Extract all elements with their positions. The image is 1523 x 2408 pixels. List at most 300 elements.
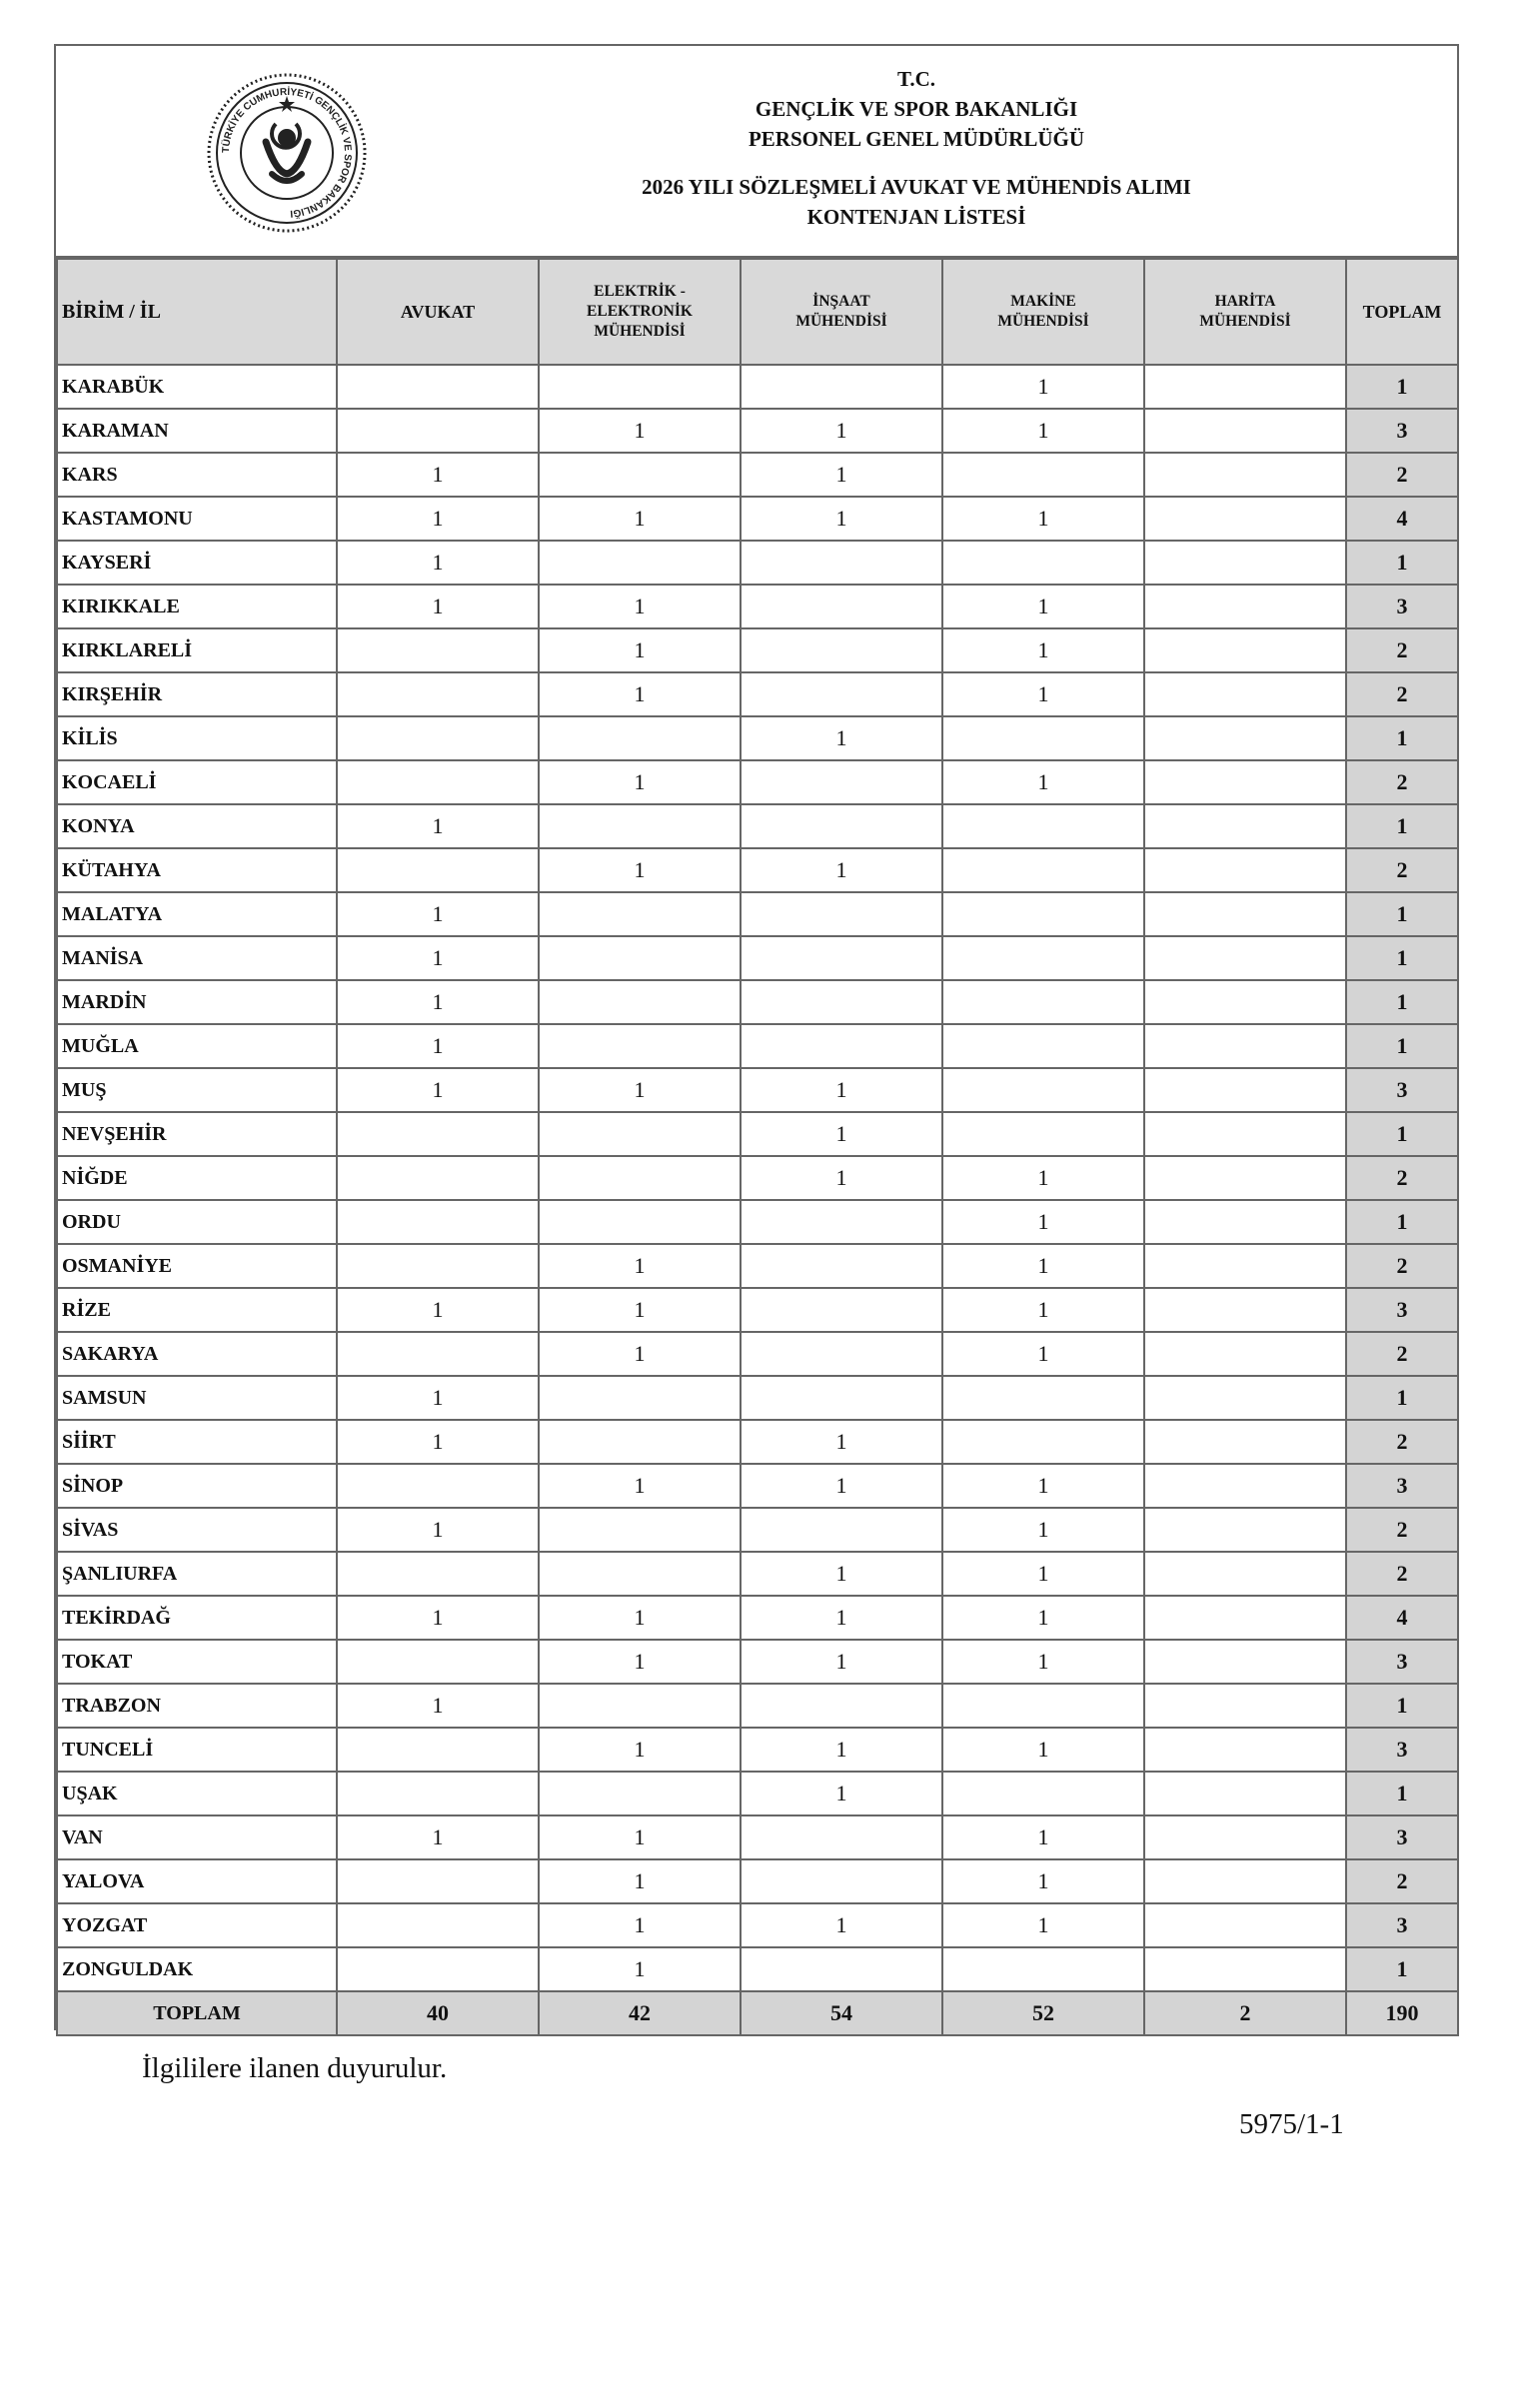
cell-harita — [1144, 936, 1346, 980]
totals-toplam: 190 — [1346, 1991, 1458, 2035]
cell-il: KARS — [57, 453, 337, 497]
cell-insaat — [741, 936, 942, 980]
document-frame — [54, 44, 1459, 2030]
cell-elektrik: 1 — [539, 585, 741, 628]
cell-il: VAN — [57, 1815, 337, 1859]
table-row — [57, 1815, 1458, 1859]
cell-elektrik — [539, 716, 741, 760]
cell-toplam: 3 — [1346, 1903, 1458, 1947]
cell-insaat — [741, 1684, 942, 1728]
table-row — [57, 365, 1458, 409]
table-row — [57, 1244, 1458, 1288]
cell-makine: 1 — [942, 585, 1144, 628]
cell-makine: 1 — [942, 1288, 1144, 1332]
cell-toplam: 1 — [1346, 1772, 1458, 1815]
cell-harita — [1144, 1420, 1346, 1464]
cell-il: NEVŞEHİR — [57, 1112, 337, 1156]
cell-toplam: 1 — [1346, 980, 1458, 1024]
cell-il: MANİSA — [57, 936, 337, 980]
cell-makine — [942, 1376, 1144, 1420]
cell-harita — [1144, 716, 1346, 760]
cell-insaat: 1 — [741, 453, 942, 497]
cell-elektrik: 1 — [539, 1596, 741, 1640]
cell-il: SAMSUN — [57, 1376, 337, 1420]
cell-harita — [1144, 1815, 1346, 1859]
header-line-subtitle: KONTENJAN LİSTESİ — [806, 205, 1026, 229]
cell-insaat — [741, 760, 942, 804]
cell-il: KÜTAHYA — [57, 848, 337, 892]
cell-il: YALOVA — [57, 1859, 337, 1903]
cell-il: KAYSERİ — [57, 541, 337, 585]
cell-insaat: 1 — [741, 1772, 942, 1815]
cell-harita — [1144, 1684, 1346, 1728]
cell-il: NİĞDE — [57, 1156, 337, 1200]
cell-elektrik — [539, 1200, 741, 1244]
cell-elektrik — [539, 804, 741, 848]
cell-insaat: 1 — [741, 409, 942, 453]
cell-makine: 1 — [942, 1156, 1144, 1200]
cell-harita — [1144, 760, 1346, 804]
col-header-birim: BİRİM / İL — [57, 259, 337, 365]
cell-harita — [1144, 1068, 1346, 1112]
cell-harita — [1144, 1024, 1346, 1068]
col-header-elektrik — [539, 259, 741, 365]
table-row — [57, 1200, 1458, 1244]
cell-il: SİİRT — [57, 1420, 337, 1464]
cell-harita — [1144, 1947, 1346, 1991]
cell-toplam: 2 — [1346, 1332, 1458, 1376]
cell-insaat — [741, 804, 942, 848]
cell-harita — [1144, 628, 1346, 672]
table-row — [57, 497, 1458, 541]
cell-elektrik: 1 — [539, 1903, 741, 1947]
cell-elektrik: 1 — [539, 1640, 741, 1684]
cell-harita — [1144, 804, 1346, 848]
cell-insaat — [741, 1200, 942, 1244]
cell-il: KIRŞEHİR — [57, 672, 337, 716]
cell-makine — [942, 804, 1144, 848]
cell-elektrik — [539, 1024, 741, 1068]
cell-toplam: 3 — [1346, 1728, 1458, 1772]
cell-toplam: 1 — [1346, 1112, 1458, 1156]
table-row — [57, 760, 1458, 804]
cell-avukat: 1 — [337, 1508, 539, 1552]
cell-harita — [1144, 1112, 1346, 1156]
cell-insaat — [741, 1024, 942, 1068]
cell-elektrik: 1 — [539, 848, 741, 892]
table-row — [57, 936, 1458, 980]
cell-makine — [942, 980, 1144, 1024]
cell-toplam: 2 — [1346, 1420, 1458, 1464]
cell-makine — [942, 453, 1144, 497]
table-row — [57, 1947, 1458, 1991]
cell-il: KIRKLARELİ — [57, 628, 337, 672]
cell-toplam: 3 — [1346, 585, 1458, 628]
cell-makine: 1 — [942, 1332, 1144, 1376]
cell-avukat: 1 — [337, 497, 539, 541]
cell-makine: 1 — [942, 1508, 1144, 1552]
cell-avukat — [337, 1640, 539, 1684]
table-row — [57, 672, 1458, 716]
table-row — [57, 1288, 1458, 1332]
totals-makine: 52 — [942, 1991, 1144, 2035]
cell-harita — [1144, 1288, 1346, 1332]
cell-makine — [942, 892, 1144, 936]
cell-il: RİZE — [57, 1288, 337, 1332]
cell-avukat — [337, 1859, 539, 1903]
cell-toplam: 1 — [1346, 716, 1458, 760]
cell-harita — [1144, 1332, 1346, 1376]
table-row — [57, 804, 1458, 848]
logo-ring-text: TÜRKİYE CUMHURİYETİ GENÇLİK VE SPOR BAKANLIĞI — [220, 86, 354, 219]
table-row — [57, 409, 1458, 453]
cell-toplam: 1 — [1346, 804, 1458, 848]
cell-harita — [1144, 892, 1346, 936]
cell-il: KASTAMONU — [57, 497, 337, 541]
cell-insaat: 1 — [741, 1903, 942, 1947]
cell-il: MUŞ — [57, 1068, 337, 1112]
cell-toplam: 1 — [1346, 541, 1458, 585]
col-header-makine-line: MAKİNE — [1010, 293, 1076, 310]
cell-insaat — [741, 1815, 942, 1859]
cell-insaat — [741, 585, 942, 628]
cell-avukat — [337, 1552, 539, 1596]
col-header-elektrik-line: ELEKTRONİK — [587, 303, 693, 320]
cell-makine — [942, 936, 1144, 980]
cell-makine — [942, 1068, 1144, 1112]
cell-makine: 1 — [942, 628, 1144, 672]
cell-insaat: 1 — [741, 1640, 942, 1684]
cell-elektrik: 1 — [539, 1068, 741, 1112]
cell-insaat: 1 — [741, 1552, 942, 1596]
cell-avukat — [337, 1464, 539, 1508]
cell-avukat: 1 — [337, 453, 539, 497]
col-header-insaat — [741, 259, 942, 365]
cell-elektrik: 1 — [539, 497, 741, 541]
cell-toplam: 2 — [1346, 628, 1458, 672]
cell-toplam: 3 — [1346, 1640, 1458, 1684]
cell-toplam: 3 — [1346, 409, 1458, 453]
table-row — [57, 1552, 1458, 1596]
totals-label: TOPLAM — [57, 1991, 337, 2035]
cell-elektrik: 1 — [539, 1815, 741, 1859]
cell-toplam: 2 — [1346, 672, 1458, 716]
totals-row — [57, 1991, 1458, 2035]
cell-elektrik: 1 — [539, 1288, 741, 1332]
cell-makine: 1 — [942, 1859, 1144, 1903]
cell-makine: 1 — [942, 1244, 1144, 1288]
cell-toplam: 3 — [1346, 1464, 1458, 1508]
cell-elektrik: 1 — [539, 1464, 741, 1508]
table-row — [57, 848, 1458, 892]
table-row — [57, 1332, 1458, 1376]
header-line-title: 2026 YILI SÖZLEŞMELİ AVUKAT VE MÜHENDİS ALIMI — [642, 175, 1191, 199]
cell-toplam: 2 — [1346, 1508, 1458, 1552]
cell-avukat: 1 — [337, 1596, 539, 1640]
cell-insaat — [741, 541, 942, 585]
cell-avukat — [337, 1244, 539, 1288]
cell-il: MUĞLA — [57, 1024, 337, 1068]
col-header-harita-line: MÜHENDİSİ — [1199, 313, 1291, 330]
cell-insaat — [741, 672, 942, 716]
cell-elektrik — [539, 1112, 741, 1156]
cell-insaat: 1 — [741, 1420, 942, 1464]
cell-harita — [1144, 980, 1346, 1024]
cell-toplam: 1 — [1346, 1947, 1458, 1991]
cell-harita — [1144, 409, 1346, 453]
table-row — [57, 1684, 1458, 1728]
cell-toplam: 2 — [1346, 848, 1458, 892]
cell-makine: 1 — [942, 1640, 1144, 1684]
col-header-avukat: AVUKAT — [337, 259, 539, 365]
cell-avukat — [337, 1903, 539, 1947]
cell-insaat — [741, 1244, 942, 1288]
cell-toplam: 2 — [1346, 760, 1458, 804]
table-row — [57, 892, 1458, 936]
col-header-makine — [942, 259, 1144, 365]
cell-elektrik: 1 — [539, 760, 741, 804]
table-row — [57, 1728, 1458, 1772]
cell-avukat: 1 — [337, 541, 539, 585]
cell-makine: 1 — [942, 1464, 1144, 1508]
cell-harita — [1144, 453, 1346, 497]
cell-toplam: 4 — [1346, 497, 1458, 541]
cell-harita — [1144, 1772, 1346, 1815]
cell-elektrik: 1 — [539, 672, 741, 716]
cell-il: KOCAELİ — [57, 760, 337, 804]
cell-avukat — [337, 1772, 539, 1815]
cell-insaat: 1 — [741, 1464, 942, 1508]
table-row — [57, 1376, 1458, 1420]
cell-toplam: 4 — [1346, 1596, 1458, 1640]
cell-toplam: 2 — [1346, 1244, 1458, 1288]
cell-insaat — [741, 1508, 942, 1552]
cell-insaat: 1 — [741, 1596, 942, 1640]
cell-elektrik: 1 — [539, 1728, 741, 1772]
cell-toplam: 2 — [1346, 1156, 1458, 1200]
cell-toplam: 2 — [1346, 1859, 1458, 1903]
cell-insaat — [741, 892, 942, 936]
cell-insaat — [741, 1376, 942, 1420]
cell-makine: 1 — [942, 672, 1144, 716]
cell-il: MARDİN — [57, 980, 337, 1024]
cell-il: ZONGULDAK — [57, 1947, 337, 1991]
table-row — [57, 1859, 1458, 1903]
document-reference: 5975/1-1 — [1239, 2108, 1344, 2140]
cell-il: TRABZON — [57, 1684, 337, 1728]
cell-il: KONYA — [57, 804, 337, 848]
cell-avukat — [337, 628, 539, 672]
cell-avukat — [337, 409, 539, 453]
cell-toplam: 1 — [1346, 1024, 1458, 1068]
totals-insaat: 54 — [741, 1991, 942, 2035]
cell-il: KİLİS — [57, 716, 337, 760]
table-row — [57, 1596, 1458, 1640]
cell-harita — [1144, 848, 1346, 892]
cell-harita — [1144, 672, 1346, 716]
cell-harita — [1144, 1156, 1346, 1200]
cell-elektrik: 1 — [539, 1244, 741, 1288]
cell-harita — [1144, 1859, 1346, 1903]
cell-il: UŞAK — [57, 1772, 337, 1815]
cell-makine: 1 — [942, 1552, 1144, 1596]
cell-harita — [1144, 1464, 1346, 1508]
cell-avukat — [337, 1728, 539, 1772]
cell-elektrik — [539, 1420, 741, 1464]
totals-avukat: 40 — [337, 1991, 539, 2035]
cell-avukat — [337, 848, 539, 892]
table-row — [57, 1640, 1458, 1684]
cell-insaat — [741, 980, 942, 1024]
cell-elektrik — [539, 1156, 741, 1200]
col-header-harita — [1144, 259, 1346, 365]
cell-elektrik — [539, 541, 741, 585]
cell-avukat: 1 — [337, 585, 539, 628]
cell-avukat: 1 — [337, 1815, 539, 1859]
table-row — [57, 1508, 1458, 1552]
cell-toplam: 3 — [1346, 1288, 1458, 1332]
cell-makine: 1 — [942, 497, 1144, 541]
cell-il: ŞANLIURFA — [57, 1552, 337, 1596]
cell-il: SAKARYA — [57, 1332, 337, 1376]
cell-elektrik — [539, 365, 741, 409]
cell-makine — [942, 541, 1144, 585]
cell-il: TUNCELİ — [57, 1728, 337, 1772]
cell-avukat — [337, 760, 539, 804]
cell-insaat — [741, 365, 942, 409]
cell-avukat: 1 — [337, 804, 539, 848]
cell-harita — [1144, 1508, 1346, 1552]
header-line-directorate: PERSONEL GENEL MÜDÜRLÜĞÜ — [748, 127, 1085, 151]
table-row — [57, 1068, 1458, 1112]
cell-insaat — [741, 1859, 942, 1903]
cell-elektrik: 1 — [539, 1947, 741, 1991]
cell-makine: 1 — [942, 1815, 1144, 1859]
cell-harita — [1144, 541, 1346, 585]
announcement-note: İlgililere ilanen duyurulur. — [142, 2052, 448, 2084]
cell-elektrik — [539, 1772, 741, 1815]
cell-elektrik: 1 — [539, 1859, 741, 1903]
table-row — [57, 716, 1458, 760]
cell-avukat — [337, 1156, 539, 1200]
document-header — [56, 46, 1457, 258]
cell-harita — [1144, 585, 1346, 628]
cell-elektrik — [539, 1684, 741, 1728]
cell-avukat: 1 — [337, 892, 539, 936]
cell-avukat: 1 — [337, 1024, 539, 1068]
cell-harita — [1144, 1596, 1346, 1640]
cell-harita — [1144, 497, 1346, 541]
cell-toplam: 1 — [1346, 892, 1458, 936]
table-header-row — [57, 259, 1458, 365]
cell-elektrik — [539, 1508, 741, 1552]
ministry-logo — [206, 72, 368, 234]
cell-insaat: 1 — [741, 1068, 942, 1112]
cell-avukat: 1 — [337, 1376, 539, 1420]
cell-elektrik — [539, 892, 741, 936]
col-header-insaat-line: MÜHENDİSİ — [795, 313, 887, 330]
header-title-block — [376, 64, 1457, 232]
cell-il: OSMANİYE — [57, 1244, 337, 1288]
table-row — [57, 1464, 1458, 1508]
table-row — [57, 628, 1458, 672]
col-header-harita-line: HARİTA — [1214, 293, 1276, 310]
cell-insaat: 1 — [741, 1156, 942, 1200]
cell-il: KIRIKKALE — [57, 585, 337, 628]
cell-harita — [1144, 1376, 1346, 1420]
cell-harita — [1144, 1200, 1346, 1244]
cell-makine: 1 — [942, 760, 1144, 804]
cell-toplam: 1 — [1346, 1200, 1458, 1244]
table-row — [57, 1420, 1458, 1464]
cell-il: MALATYA — [57, 892, 337, 936]
table-row — [57, 980, 1458, 1024]
cell-makine — [942, 1420, 1144, 1464]
cell-elektrik: 1 — [539, 628, 741, 672]
cell-harita — [1144, 1903, 1346, 1947]
cell-insaat — [741, 1288, 942, 1332]
cell-makine: 1 — [942, 1903, 1144, 1947]
cell-elektrik: 1 — [539, 1332, 741, 1376]
cell-harita — [1144, 1244, 1346, 1288]
cell-harita — [1144, 1728, 1346, 1772]
cell-insaat: 1 — [741, 1112, 942, 1156]
table-row — [57, 541, 1458, 585]
cell-makine — [942, 848, 1144, 892]
totals-harita: 2 — [1144, 1991, 1346, 2035]
cell-avukat — [337, 716, 539, 760]
cell-insaat — [741, 628, 942, 672]
cell-toplam: 3 — [1346, 1068, 1458, 1112]
cell-makine — [942, 1024, 1144, 1068]
cell-elektrik: 1 — [539, 409, 741, 453]
cell-avukat — [337, 672, 539, 716]
cell-avukat — [337, 1332, 539, 1376]
col-header-elektrik-line: ELEKTRİK - — [594, 283, 686, 300]
header-line-ministry: GENÇLİK VE SPOR BAKANLIĞI — [755, 97, 1078, 121]
cell-elektrik — [539, 1376, 741, 1420]
cell-toplam: 1 — [1346, 1376, 1458, 1420]
cell-avukat — [337, 365, 539, 409]
cell-il: TEKİRDAĞ — [57, 1596, 337, 1640]
header-line-tc: T.C. — [896, 67, 936, 91]
cell-avukat: 1 — [337, 1420, 539, 1464]
cell-harita — [1144, 365, 1346, 409]
cell-makine — [942, 1947, 1144, 1991]
totals-elektrik: 42 — [539, 1991, 741, 2035]
cell-harita — [1144, 1640, 1346, 1684]
cell-makine — [942, 716, 1144, 760]
col-header-makine-line: MÜHENDİSİ — [997, 313, 1089, 330]
cell-toplam: 1 — [1346, 365, 1458, 409]
cell-il: SİNOP — [57, 1464, 337, 1508]
cell-toplam: 1 — [1346, 1684, 1458, 1728]
cell-il: YOZGAT — [57, 1903, 337, 1947]
cell-insaat: 1 — [741, 1728, 942, 1772]
table-row — [57, 1903, 1458, 1947]
cell-toplam: 3 — [1346, 1815, 1458, 1859]
cell-elektrik — [539, 453, 741, 497]
col-header-elektrik-line: MÜHENDİSİ — [594, 323, 686, 340]
cell-insaat — [741, 1947, 942, 1991]
cell-toplam: 1 — [1346, 936, 1458, 980]
cell-il: KARABÜK — [57, 365, 337, 409]
cell-makine — [942, 1772, 1144, 1815]
cell-elektrik — [539, 936, 741, 980]
cell-avukat — [337, 1112, 539, 1156]
cell-makine: 1 — [942, 409, 1144, 453]
col-header-toplam: TOPLAM — [1346, 259, 1458, 365]
